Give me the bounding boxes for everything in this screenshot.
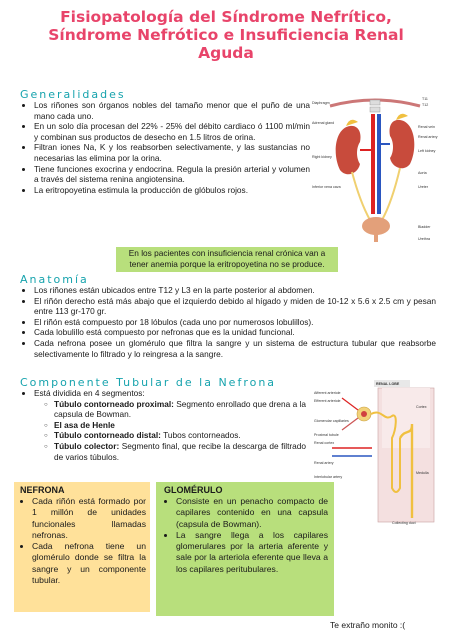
generalidades-list	[20, 100, 310, 195]
segment-term: El asa de Henle	[54, 419, 115, 430]
list-item: • Cada lobulillo está compuesto por nefronas que es la unidad funcional.	[34, 327, 436, 338]
segment-desc: Segmento enrollado que drena a la capsula de Bowman.	[54, 398, 306, 420]
highlight-note: En los pacientes con insuficiencia renal crónica van a tener anemia porque la eritropoyetina no se produce.	[116, 247, 338, 272]
kidney-label: Bladder	[418, 225, 431, 229]
nephron-label: Collecting duct	[392, 521, 416, 525]
segment-term: Túbulo contorneado distal:	[54, 430, 161, 441]
list-item: • Consiste en un penacho compacto de capilares contenido en una capsula (capsula de Bowman).	[176, 496, 328, 530]
segment-term: Túbulo contorneado proximal:	[54, 398, 174, 409]
kidney-label: Inferior vena cava	[312, 185, 341, 189]
kidney-label: T12	[422, 103, 429, 107]
glomerulo-box	[156, 482, 334, 616]
nephron-label: Efferent arteriole	[314, 399, 341, 403]
list-item: • El riñón derecho está más abajo que el izquierdo debido al hígado y miden de 10-12 x 5.6 x 2.5 cm y pesan entre 113 gr-170 gr.	[34, 296, 436, 317]
segment-desc: Segmento final, que recibe la descarga de filtrado de varios túbulos.	[54, 440, 306, 462]
section-generalidades-heading: Generalidades	[20, 88, 126, 101]
nefrona-heading: NEFRONA	[20, 485, 65, 495]
section-componente-heading: Componente Tubular de la Nefrona	[20, 376, 277, 389]
page-title: Fisiopatología del Síndrome Nefrítico, Síndrome Nefrótico e Insuficiencia Renal Aguda	[48, 8, 404, 62]
nephron-label: Interlobular artery	[314, 475, 343, 479]
segment-item	[54, 430, 306, 441]
section-anatomia-heading: Anatomía	[20, 273, 89, 286]
nephron-label: Proximal tubule	[314, 433, 339, 437]
anatomia-list	[20, 285, 436, 359]
list-item: • La eritropoyetina estimula la producción de glóbulos rojos.	[34, 185, 310, 196]
nephron-label: Medulla	[416, 471, 429, 475]
segment-term: Túbulo colector:	[54, 440, 120, 451]
kidney-label: Adrenal gland	[312, 121, 335, 125]
kidney-label: Aorta	[418, 171, 427, 175]
componente-intro: Está dividida en 4 segmentos:	[34, 388, 145, 398]
segment-item	[54, 399, 306, 420]
list-item: • En un solo día procesan del 22% - 25% del débito cardiaco ó 1100 ml/min y combinan sus productos de desecho en 1.5 litros de orina.	[34, 121, 310, 142]
nephron-label: Renal artery	[314, 461, 334, 465]
list-item: • Cada nefrona tiene un glomérulo donde se filtra la sangre y un componente tubular.	[32, 541, 146, 586]
list-item	[34, 388, 306, 462]
list-item: • Cada riñón está formado por 1 millón de unidades funcionales llamadas nefronas.	[32, 496, 146, 541]
kidney-label: T11	[422, 97, 428, 101]
kidney-label: Diaphragm	[312, 101, 330, 105]
kidney-label: Renal artery	[418, 135, 438, 139]
nephron-label: Renal cortex	[314, 441, 335, 445]
list-item: • Filtran iones Na, K y los reabsorben selectivamente, y las sustancias no necesarias las elimina por la orina.	[34, 142, 310, 163]
nephron-label: Afferent arteriole	[314, 391, 341, 395]
kidney-anatomy-figure	[310, 92, 440, 244]
kidney-label: Renal vein	[418, 125, 435, 129]
list-item: • Los riñones están ubicados entre T12 y L3 en la parte posterior al abdomen.	[34, 285, 436, 296]
nephron-label: Cortex	[416, 405, 427, 409]
list-item: • La sangre llega a los capilares glomerulares por la arteria aferente y sale por la arteriola eferente que lleva a los capilares peritubulares.	[176, 530, 328, 575]
list-item: • Los riñones son órganos nobles del tamaño menor que el puño de una mano cada uno.	[34, 100, 310, 121]
kidney-label: Urethra	[418, 237, 430, 241]
list-item: • Cada nefrona posee un glomérulo que filtra la sangre y un sistema de estructura tubular que reabsorbe selectivamente lo filtrado y lo reingresa a la sangre.	[34, 338, 436, 359]
nefrona-box	[14, 482, 150, 612]
segment-item	[54, 420, 306, 431]
list-item: • Tiene funciones exocrina y endocrina. Regula la presión arterial y volumen a través del sistema renina angiotensina.	[34, 164, 310, 185]
componente-list	[20, 388, 306, 462]
nephron-label: Glomerular capillaries	[314, 419, 349, 423]
list-item: • El riñón está compuesto por 18 lóbulos (cada uno por numerosos lobulillos).	[34, 317, 436, 328]
segment-item	[54, 441, 306, 462]
segment-desc: Tubos contorneados.	[160, 430, 241, 441]
nephron-label: RENAL LOBE	[376, 382, 400, 386]
kidney-label: Ureter	[418, 185, 428, 189]
kidney-label: Right kidney	[312, 155, 332, 159]
footer-note: Te extraño monito :(	[330, 620, 406, 630]
glomerulo-heading: GLOMÉRULO	[164, 485, 223, 495]
kidney-label: Left kidney	[418, 149, 436, 153]
